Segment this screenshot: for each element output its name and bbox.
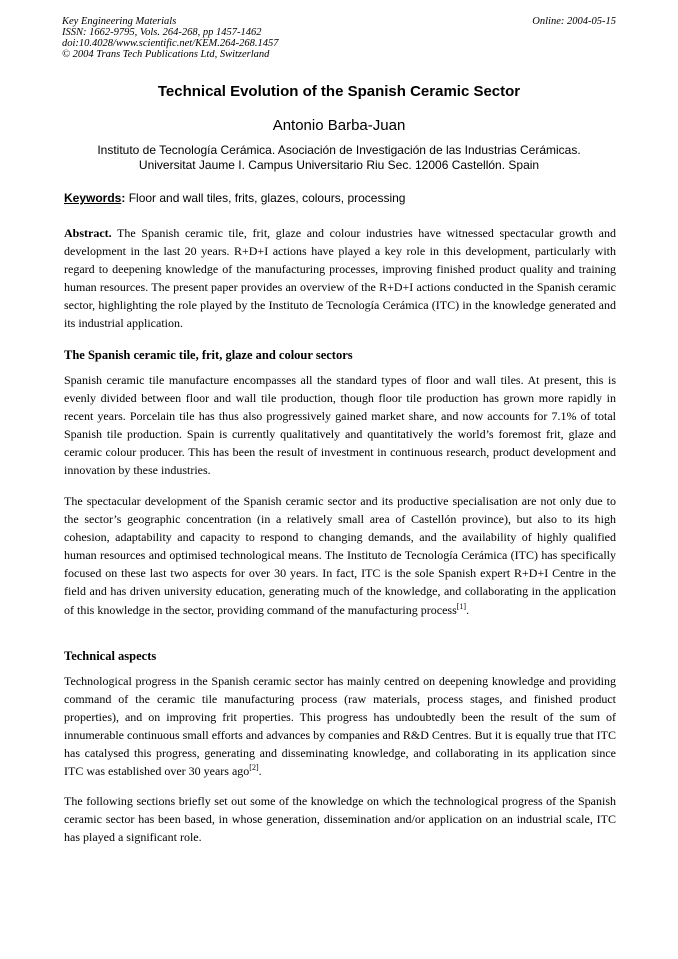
- section2-paragraph-1: [64, 672, 616, 781]
- section2-paragraph-1-end: .: [258, 764, 262, 779]
- keywords: [64, 191, 616, 205]
- citation-ref-1: [1]: [456, 601, 467, 611]
- section-heading-technical-aspects: Technical aspects: [64, 649, 157, 663]
- section2-paragraph-1-text: Technological progress in the Spanish ceramic sector has mainly centred on deepening knowledge and providing command of the ceramic tile manufacturing process (raw materials, process stages, and finished product properties), and on improving frit properties. This progress has undoubtedly been the result of the sum of innumerable continuous small efforts and advances by companies and R&D Centres. But it is equally true that ITC has catalysed this progress, generating and disseminating knowledge, and collaborating in its application since ITC was established over 30 years ago: [64, 674, 616, 779]
- author-name: Antonio Barba-Juan: [272, 117, 406, 134]
- doi-line: doi:10.4028/www.scientific.net/KEM.264-268.1457: [62, 38, 279, 49]
- abstract: [64, 224, 616, 333]
- section1-paragraph-2-end: .: [466, 602, 470, 617]
- copyright-line: © 2004 Trans Tech Publications Ltd, Switzerland: [62, 49, 270, 60]
- issn-line: ISSN: 1662-9795, Vols. 264-268, pp 1457-1462: [62, 27, 262, 38]
- section-heading-sectors: The Spanish ceramic tile, frit, glaze and colour sectors: [64, 348, 353, 362]
- citation-ref-2: [2]: [249, 763, 259, 773]
- keywords-text: Floor and wall tiles, frits, glazes, colours, processing: [125, 191, 406, 205]
- section2-paragraph-2: The following sections briefly set out some of the knowledge on which the technological progress of the Spanish ceramic sector has been based, in whose generation, dissemination and/or application on an industrial scale, ITC has played a significant role.: [64, 794, 616, 845]
- journal-header: [62, 16, 616, 60]
- journal-name: Key Engineering Materials: [62, 16, 177, 27]
- section1-paragraph-2: [64, 492, 616, 619]
- online-date: Online: 2004-05-15: [532, 16, 616, 27]
- affiliation: [0, 143, 678, 173]
- keywords-label: Keywords: [64, 191, 122, 205]
- abstract-text: The Spanish ceramic tile, frit, glaze and colour industries have witnessed spectacular growth and development in the last 20 years. R+D+I actions have played a key role in this development, particularly with regard to deepening knowledge of the manufacturing processes, improving finished product quality and training human resources. The present paper provides an overview of the R+D+I actions conducted in the Spanish ceramic sector, highlighting the role played by the Instituto de Tecnología Cerámica (ITC) in the knowledge generated and its industrial application.: [64, 226, 616, 331]
- abstract-label: Abstract.: [64, 226, 112, 240]
- affiliation-line-2: Universitat Jaume I. Campus Universitario Riu Sec. 12006 Castellón. Spain: [138, 158, 540, 172]
- section1-paragraph-2-text: The spectacular development of the Spanish ceramic sector and its productive specialisation are not only due to the sector’s geographic concentration (in a relatively small area of Castellón province), but also to its high cohesion, adaptability and capacity to respond to changing demands, and the availability of highly qualified human resources and optimised technological means. The Instituto de Tecnología Cerámica (ITC) has specifically focused on these last two aspects for over 30 years. In fact, ITC is the sole Spanish expert R+D+I Centre in the field and has driven university education, generating much of the knowledge, and collaborating in the application of this knowledge in the sector, providing command of the manufacturing process: [64, 494, 616, 617]
- section1-paragraph-1: Spanish ceramic tile manufacture encompasses all the standard types of floor and wall tiles. At present, this is evenly divided between floor and wall tile production, though floor tile production has grown more rapidly in recent years. Porcelain tile has thus also progressively gained market share, and now accounts for 7.1% of total Spanish tile production. Spain is currently qualitatively and quantitatively the world’s foremost frit, glaze and ceramic colour producer. This has been the result of investment in continuous research, product development and innovation by these industries.: [64, 373, 616, 478]
- keywords-colon: :: [121, 191, 126, 205]
- paper-title: Technical Evolution of the Spanish Ceramic Sector: [157, 83, 521, 100]
- affiliation-line-1: Instituto de Tecnología Cerámica. Asociación de Investigación de las Industrias Cerámicas.: [97, 143, 581, 157]
